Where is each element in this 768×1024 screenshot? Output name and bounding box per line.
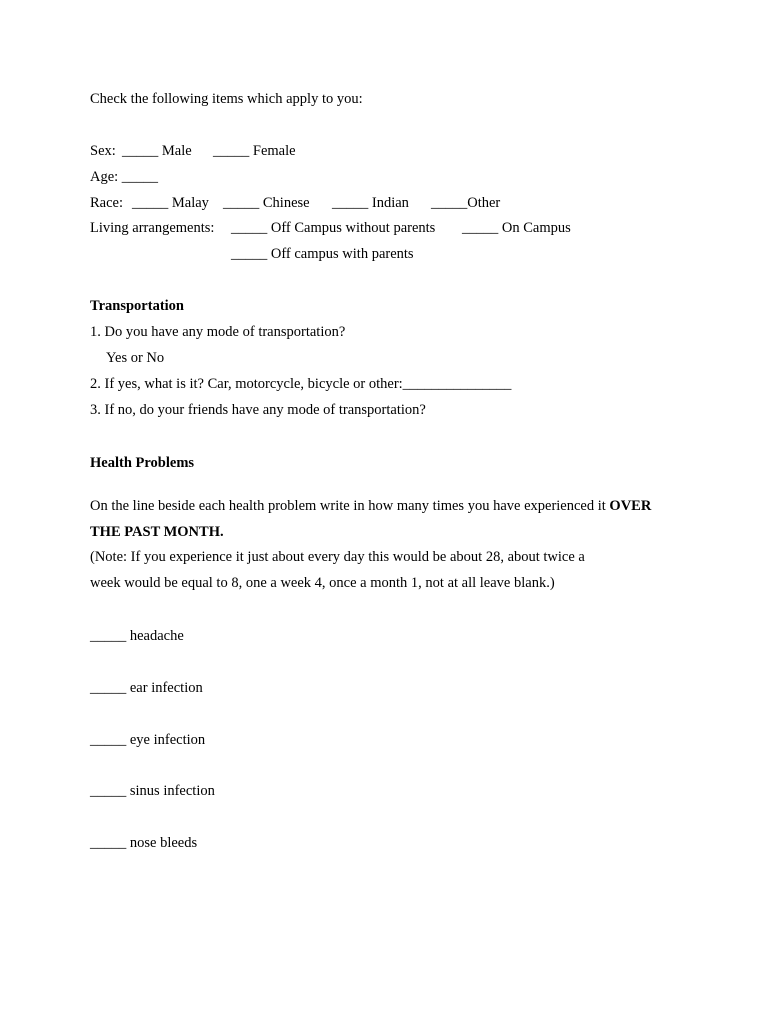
- health-instruction-text: On the line beside each health problem write in how many times you have experienced it: [90, 498, 610, 514]
- living-off-campus-without-parents-option[interactable]: _____ Off Campus without parents: [231, 220, 436, 236]
- race-malay-option[interactable]: _____ Malay: [132, 195, 209, 211]
- health-instruction-emphasis-2: THE PAST MONTH.: [90, 524, 224, 540]
- intro-text: Check the following items which apply to you:: [90, 91, 363, 107]
- health-item-headache[interactable]: _____ headache: [90, 628, 184, 644]
- race-indian-option[interactable]: _____ Indian: [332, 195, 409, 211]
- transportation-heading: Transportation: [90, 298, 184, 314]
- health-item-sinus-infection[interactable]: _____ sinus infection: [90, 783, 215, 799]
- health-heading: Health Problems: [90, 455, 195, 471]
- sex-female-option[interactable]: _____ Female: [213, 143, 296, 159]
- health-item-ear-infection[interactable]: _____ ear infection: [90, 680, 203, 696]
- health-instruction-emphasis-1: OVER: [609, 498, 652, 514]
- race-chinese-option[interactable]: _____ Chinese: [223, 195, 310, 211]
- sex-male-option[interactable]: _____ Male: [122, 143, 192, 159]
- transportation-question-3: 3. If no, do your friends have any mode of transportation?: [90, 402, 426, 418]
- race-label: Race:: [90, 195, 124, 211]
- health-instruction-line-1: [90, 497, 651, 515]
- transportation-answer-yes-no[interactable]: Yes or No: [106, 350, 165, 366]
- health-item-eye-infection[interactable]: _____ eye infection: [90, 732, 206, 748]
- age-field[interactable]: Age: _____: [90, 169, 159, 185]
- race-other-option[interactable]: _____Other: [431, 195, 501, 211]
- transportation-question-1: 1. Do you have any mode of transportation?: [90, 324, 346, 340]
- health-note-line-2: week would be equal to 8, one a week 4, once a month 1, not at all leave blank.): [90, 575, 555, 591]
- living-on-campus-option[interactable]: _____ On Campus: [462, 220, 571, 236]
- living-off-campus-with-parents-option[interactable]: _____ Off campus with parents: [231, 246, 414, 262]
- transportation-question-2[interactable]: 2. If yes, what is it? Car, motorcycle, bicycle or other:_______________: [90, 376, 512, 392]
- living-label: Living arrangements:: [90, 220, 215, 236]
- sex-label: Sex:: [90, 143, 116, 159]
- health-note-line-1: (Note: If you experience it just about every day this would be about 28, about twice a: [90, 549, 585, 565]
- health-item-nose-bleeds[interactable]: _____ nose bleeds: [90, 835, 198, 851]
